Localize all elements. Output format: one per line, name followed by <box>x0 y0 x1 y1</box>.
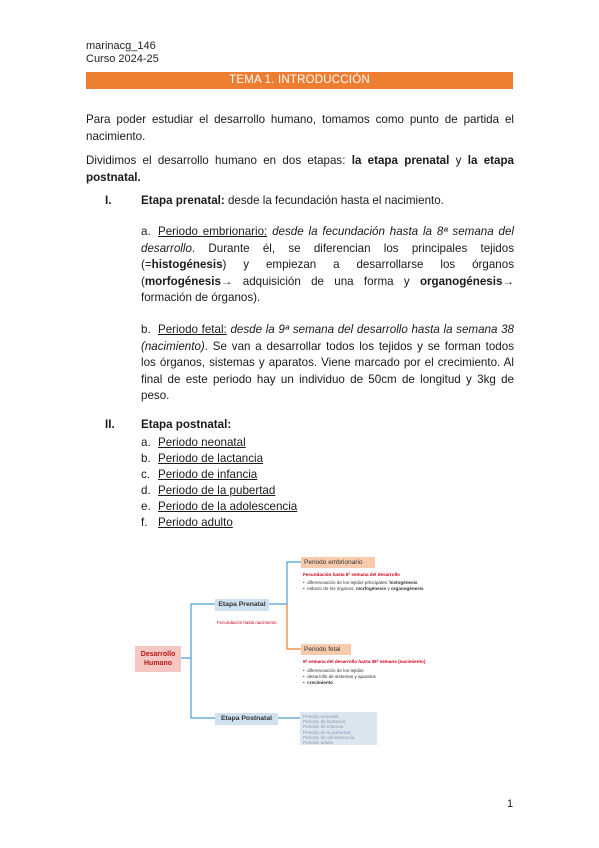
post-item: Periodo adulto <box>303 740 334 746</box>
item-label: f. <box>141 516 148 529</box>
postnatal-label: Etapa Postnatal <box>221 715 272 722</box>
section-2-heading <box>141 418 231 431</box>
connector-embrionario <box>269 562 301 604</box>
organogenesis-term: organogénesis <box>419 274 503 288</box>
connector-postnatal <box>191 658 215 718</box>
fetal-bullets <box>303 668 433 687</box>
morfogenesis-term: morfogénesis <box>144 274 221 288</box>
intro-paragraph: Para poder estudiar el desarrollo humano, tomamos como punto de partida el nacimiento. <box>86 113 514 143</box>
text-run: ) y empiezan a desarrollarse los órganos ( <box>141 258 514 288</box>
section-1-desc: desde la fecundación hasta el nacimiento. <box>224 194 444 207</box>
periodo-fetal-name: Periodo fetal: <box>158 323 227 336</box>
embrionario-label: Periodo embrionario <box>304 559 363 566</box>
root-node <box>135 646 181 672</box>
histogenesis-term: histogénesis <box>151 258 223 271</box>
post-item: Periodo neonatal <box>303 714 339 719</box>
bullet-text: diferenciación de los tejidos principales: <box>307 580 390 585</box>
item-label: e. <box>141 500 151 513</box>
list-item <box>141 435 297 451</box>
bullet-line: • esbozo de los órganos: morfogénesis y organogénesis <box>303 586 424 592</box>
periodo-embrionario-range: desde la fecundación hasta la 8ª semana del desarrollo <box>141 225 514 255</box>
prenatal-bold: la etapa prenatal <box>351 154 450 167</box>
item-text: Periodo adulto <box>158 516 233 529</box>
post-item: Periodo de infancia <box>303 724 344 730</box>
bullet-bold: organogénesis <box>390 586 424 592</box>
embrionario-node <box>301 557 375 568</box>
fetal-node <box>301 644 351 655</box>
item-text: Periodo de la pubertad <box>158 484 276 497</box>
bullet-bold: morfogénesis <box>355 586 387 592</box>
author-name: marinacg_146 <box>86 40 156 52</box>
prenatal-label: Etapa Prenatal <box>218 601 266 608</box>
text-run: . Durante él, se diferencian los principales tejidos (= <box>141 241 514 271</box>
item-text: Periodo de la adolescencia <box>158 500 298 513</box>
list-item <box>141 483 297 499</box>
fetal-label: Periodo fetal <box>304 646 341 653</box>
fetal-sub: 9ª semana del desarrollo hasta 38ª semana (nacimiento) <box>303 659 426 664</box>
section-1-title: Etapa prenatal: <box>141 194 225 207</box>
prenatal-sub: Fecundación hasta nacimiento <box>217 620 277 625</box>
stages-paragraph <box>86 153 514 186</box>
periodo-fetal-item <box>141 322 514 405</box>
embrionario-sub: Fecundación hasta 8ª semana del desarrollo <box>303 572 400 577</box>
bullet-line: • diferenciación de los tejidos principales: histogénesis <box>303 580 418 585</box>
item-text: Periodo de infancia <box>158 468 258 481</box>
stages-text: Dividimos el desarrollo humano en dos etapas: <box>86 154 352 167</box>
section-2-title: Etapa postnatal: <box>141 418 232 431</box>
list-item <box>141 499 297 515</box>
development-diagram <box>135 548 435 748</box>
postnatal-list <box>141 435 297 531</box>
item-text: Periodo de lactancia <box>158 452 264 465</box>
bullet-line: • crecimiento <box>303 680 333 686</box>
text-run: → formación de órganos). <box>141 274 514 304</box>
list-item <box>141 515 297 531</box>
text-run: . Se van a desarrollar todos los tejidos y se forman todos los órganos, sistemas y aparatos. Viene marcado por el crecimiento. Al final de este periodo hay un individuo de 50cm de longitud y 3kg de peso. <box>141 339 514 402</box>
postnatal-bold: la etapa postnatal. <box>86 154 514 184</box>
bullet-text: diferenciación de los tejidos <box>307 668 364 673</box>
postnatal-period-list <box>300 712 377 745</box>
item-text: Periodo neonatal <box>158 436 246 449</box>
post-item: Periodo de adolescencia <box>303 734 355 740</box>
periodo-embrionario-name: Periodo embrionario: <box>158 225 268 238</box>
post-item: Periodo de la pubertad <box>303 729 351 735</box>
item-label: c. <box>141 468 151 481</box>
postnatal-node <box>215 713 278 725</box>
embrionario-bullets <box>303 580 433 592</box>
bullet-bold: histogénesis <box>389 580 418 585</box>
topic-banner: TEMA 1. INTRODUCCIÓN <box>86 72 513 89</box>
periodo-fetal-range: desde la 9ª semana del desarrollo hasta la semana 38 (nacimiento) <box>141 323 515 353</box>
bullet-bold: crecimiento <box>307 680 333 686</box>
item-label: b. <box>141 323 151 336</box>
list-item <box>141 467 297 483</box>
section-1-heading <box>141 194 444 207</box>
text-run: → adquisición de una forma y <box>220 274 420 288</box>
course-year: Curso 2024-25 <box>86 53 159 65</box>
bullet-line: • diferenciación de los tejidos <box>303 668 364 673</box>
periodo-embrionario-item <box>141 224 514 307</box>
list-item <box>141 451 297 467</box>
page-number: 1 <box>507 798 514 810</box>
connector-prenatal <box>181 604 215 658</box>
post-item: Periodo de lactancia <box>303 719 346 725</box>
item-label: d. <box>141 484 151 497</box>
connector-fetal <box>287 604 301 649</box>
item-label: a. <box>141 225 151 238</box>
bullet-text: esbozo de los órganos: <box>307 586 356 592</box>
item-label: b. <box>141 452 151 465</box>
section-1-numeral: I. <box>105 194 112 207</box>
bullet-text: desarrollo de sistemas y aparatos <box>307 674 376 680</box>
prenatal-node <box>215 599 269 611</box>
item-label: a. <box>141 436 151 449</box>
bullet-line: • desarrollo de sistemas y aparatos <box>303 674 376 680</box>
section-2-numeral: II. <box>105 418 115 431</box>
and-text: y <box>449 154 468 167</box>
bullet-text: y <box>386 586 391 592</box>
root-label: Desarrollo Humano <box>140 651 176 667</box>
